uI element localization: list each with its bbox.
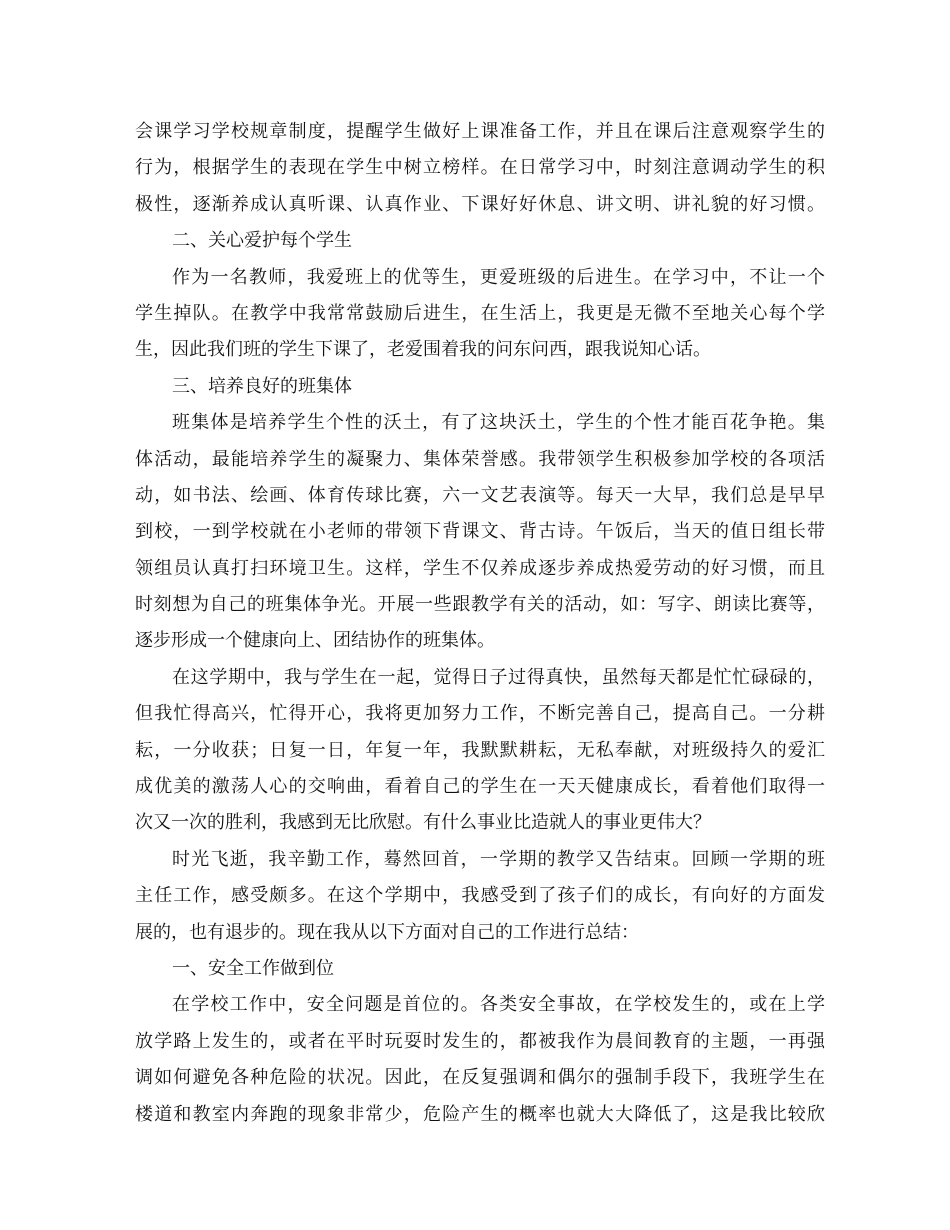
text-line: 领组员认真打扫环境卫生。这样，学生不仅养成逐步养成热爱劳动的好习惯，而且 bbox=[135, 557, 825, 579]
text-line: 学生掉队。在教学中我常常鼓励后进生，在生活上，我更是无微不至地关心每个学 bbox=[135, 302, 825, 324]
text-line: 主任工作，感受颇多。在这个学期中，我感受到了孩子们的成长，有向好的方面发 bbox=[135, 885, 825, 907]
text-line: 次又一次的胜利，我感到无比欣慰。有什么事业比造就人的事业更伟大？ bbox=[135, 812, 711, 834]
text-line: 放学路上发生的，或者在平时玩耍时发生的，都被我作为晨间教育的主题，一再强 bbox=[135, 1030, 825, 1052]
text-line: 到校，一到学校就在小老师的带领下背课文、背古诗。午饭后，当天的值日组长带 bbox=[135, 521, 825, 543]
text-line: 行为，根据学生的表现在学生中树立榜样。在日常学习中，时刻注意调动学生的积 bbox=[135, 157, 825, 179]
text-line: 在这学期中，我与学生在一起，觉得日子过得真快，虽然每天都是忙忙碌碌的， bbox=[172, 666, 825, 688]
text-line: 时光飞逝，我辛勤工作，蓦然回首，一学期的教学又告结束。回顾一学期的班 bbox=[172, 848, 825, 870]
text-line: 作为一名教师，我爱班上的优等生，更爱班级的后进生。在学习中，不让一个 bbox=[172, 266, 825, 288]
text-line: 耘，一分收获；日复一日，年复一年，我默默耕耘，无私奉献，对班级持久的爱汇 bbox=[135, 739, 825, 761]
text-line: 调如何避免各种危险的状况。因此，在反复强调和偶尔的强制手段下，我班学生在 bbox=[135, 1067, 825, 1089]
text-line: 在学校工作中，安全问题是首位的。各类安全事故，在学校发生的，或在上学 bbox=[172, 994, 825, 1016]
text-line: 二、关心爱护每个学生 bbox=[172, 230, 352, 252]
text-line: 一、安全工作做到位 bbox=[172, 957, 334, 979]
text-line: 生，因此我们班的学生下课了，老爱围着我的问东问西，跟我说知心话。 bbox=[135, 339, 711, 361]
text-line: 班集体是培养学生个性的沃土，有了这块沃土，学生的个性才能百花争艳。集 bbox=[172, 412, 825, 434]
text-line: 时刻想为自己的班集体争光。开展一些跟教学有关的活动，如：写字、朗读比赛等， bbox=[135, 594, 825, 616]
text-line: 但我忙得高兴，忙得开心，我将更加努力工作，不断完善自己，提高自己。一分耕 bbox=[135, 703, 825, 725]
text-line: 楼道和教室内奔跑的现象非常少，危险产生的概率也就大大降低了，这是我比较欣 bbox=[135, 1103, 825, 1125]
text-line: 成优美的激荡人心的交响曲，看着自己的学生在一天天健康成长，看着他们取得一 bbox=[135, 776, 825, 798]
text-line: 极性，逐渐养成认真听课、认真作业、下课好好休息、讲文明、讲礼貌的好习惯。 bbox=[135, 193, 825, 215]
text-line: 动，如书法、绘画、体育传球比赛，六一文艺表演等。每天一大早，我们总是早早 bbox=[135, 484, 825, 506]
text-line: 三、培养良好的班集体 bbox=[172, 375, 352, 397]
document-body bbox=[135, 114, 825, 1133]
text-line: 逐步形成一个健康向上、团结协作的班集体。 bbox=[135, 630, 495, 652]
text-line: 展的，也有退步的。现在我从以下方面对自己的工作进行总结： bbox=[135, 921, 639, 943]
text-line: 会课学习学校规章制度，提醒学生做好上课准备工作，并且在课后注意观察学生的 bbox=[135, 121, 825, 142]
text-line: 体活动，最能培养学生的凝聚力、集体荣誉感。我带领学生积极参加学校的各项活 bbox=[135, 448, 825, 470]
